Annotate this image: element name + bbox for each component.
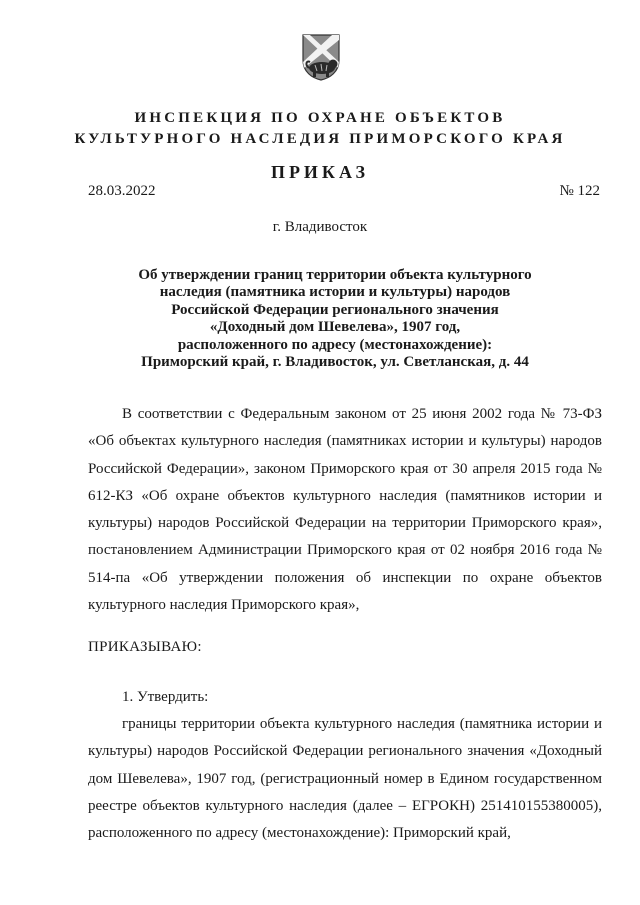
coat-of-arms-icon	[300, 32, 342, 82]
order-item-1-text: границы территории объекта культурного наследия (памятника истории и культуры) народов Российской Федерации регионального значения «Доходный дом Шевелева», 1907 год, (регистрационный номер в Едином государственном реестре объектов культурного наследия (далее – ЕГРОКН) 251410155380005), расположенного по адресу (местонахождение): Приморский край,	[88, 716, 602, 842]
order-item-1: 1. Утвердить:	[122, 689, 209, 705]
document-number: № 122	[559, 183, 600, 199]
title-line: наследия (памятника истории и культуры) народов	[159, 284, 511, 301]
document-date: 28.03.2022	[88, 183, 156, 199]
preamble-paragraph: В соответствии с Федеральным законом от 25 июня 2002 года № 73-ФЗ «Об объектах культурного наследия (памятниках истории и культуры) народов Российской Федерации», законом Приморского края от 30 апреля 2015 года № 612-КЗ «Об охране объектов культурного наследия (памятников истории и культуры) народов Российской Федерации на территории Приморского края», постановлением Администрации Приморского края от 02 ноября 2016 года № 514-па «Об утверждении положения об инспекции по охране объектов культурного наследия Приморского края»,	[88, 406, 602, 614]
title-line: Об утверждении границ территории объекта культурного	[138, 267, 532, 283]
title-line: Российской Федерации регионального значения	[171, 301, 499, 318]
title-line: Приморский край, г. Владивосток, ул. Светланская, д. 44	[141, 354, 529, 371]
document-city: г. Владивосток	[272, 219, 368, 235]
document-type-heading: ПРИКАЗ	[270, 162, 370, 182]
document-title	[120, 267, 550, 371]
organization-name-line1: ИНСПЕКЦИЯ ПО ОХРАНЕ ОБЪЕКТОВ	[134, 110, 506, 126]
title-line: «Доходный дом Шевелева», 1907 год,	[209, 319, 461, 336]
order-word: ПРИКАЗЫВАЮ:	[88, 639, 202, 655]
organization-name-line2: КУЛЬТУРНОГО НАСЛЕДИЯ ПРИМОРСКОГО КРАЯ	[74, 131, 566, 147]
title-line: расположенного по адресу (местонахождение):	[177, 336, 493, 353]
